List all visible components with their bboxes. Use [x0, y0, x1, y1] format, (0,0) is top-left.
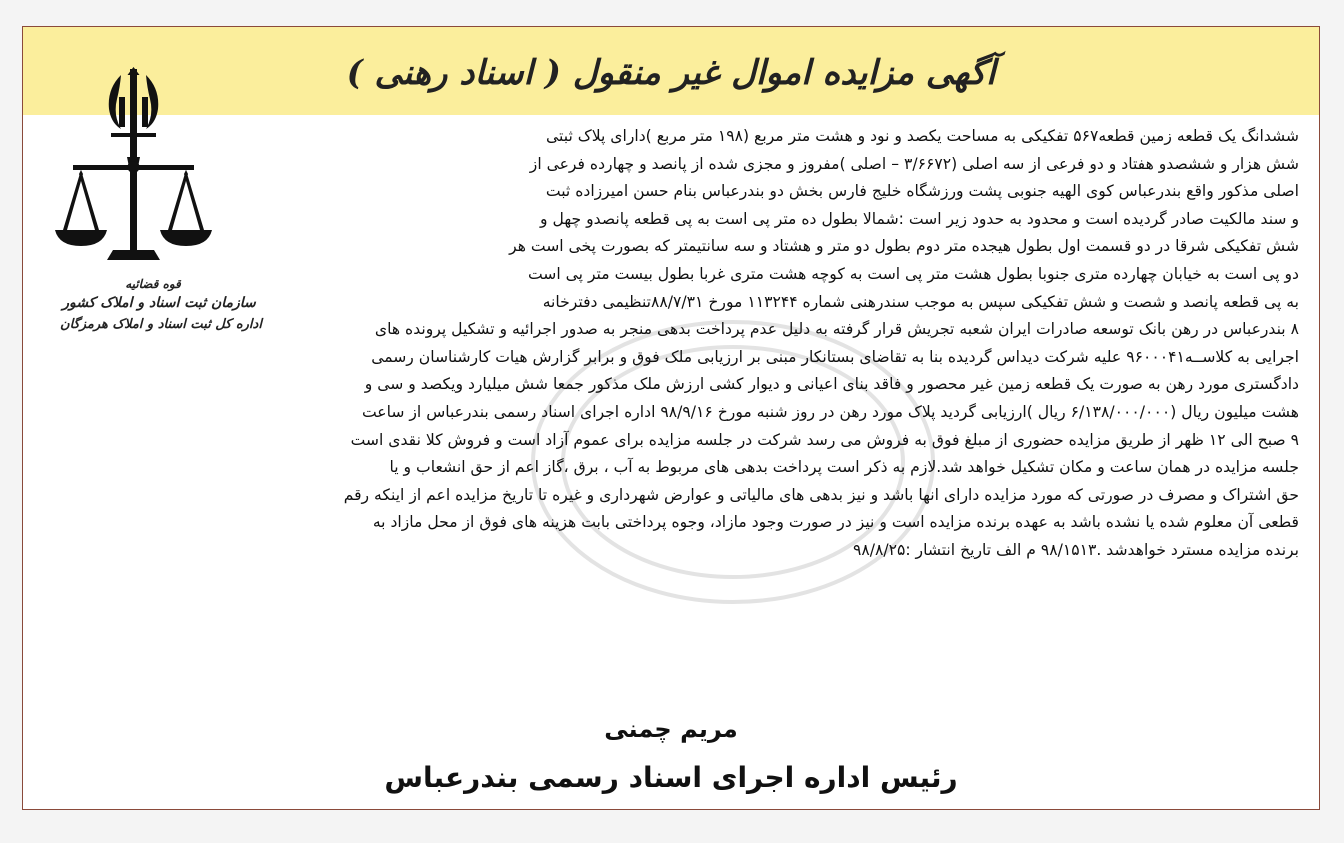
- body-line: ششدانگ یک قطعه زمین قطعه۵۶۷ تفکیکی به مساحت یکصد و نود و هشت متر مربع (۱۹۸ متر مربع )دارای پلاک ثبتی: [546, 127, 1299, 145]
- body-line: جلسه مزایده در همان ساعت و مکان تشکیل خواهد شد.لازم به ذکر است پرداخت بدهی های مربوط به آب ، برق ،گاز اعم از حق انشعاب و یا: [389, 458, 1299, 477]
- signatory-title: رئیس اداره اجرای اسناد رسمی بندرعباس: [384, 761, 958, 794]
- body-line: حق اشتراک و مصرف در صورتی که مورد مزایده دارای انها باشد و نیز بدهی های مالیاتی و عوارض شهرداری و غیره تا تاریخ مزایده اعم از اینکه رقم: [343, 485, 1299, 504]
- notice-body: [43, 123, 1299, 565]
- body-line: هشت میلیون ریال (۶/۱۳۸/۰۰۰/۰۰۰ ریال )ارزیابی گردید پلاک مورد رهن در روز شنبه مورخ ۹۸/۹/۱۶ اداره اجرای اسناد رسمی بندرعباس از ساعت: [361, 402, 1299, 421]
- body-line: و سند مالکیت صادر گردیده است و محدود به حدود زیر است :شمالا بطول ده متر پی است به پی قطعه پانصدو چهل و: [540, 209, 1299, 228]
- body-line: برنده مزایده مسترد خواهدشد .۹۸/۱۵۱۳ م الف تاریخ انتشار :۹۸/۸/۲۵: [852, 540, 1299, 559]
- signatory-name: مریم چمنی: [604, 715, 738, 743]
- body-line: به پی قطعه پانصد و شصت و شش تفکیکی سپس به موجب سندرهنی شماره ۱۱۳۲۴۴ مورخ ۸۸/۷/۳۱تنظیمی دفترخانه: [542, 292, 1299, 311]
- body-line: شش تفکیکی شرقا در دو قسمت اول بطول هیجده متر دوم بطول دو متر و هشتاد و سه سانتیمتر که بصورت پخی است هر: [509, 237, 1299, 256]
- notice-title: آگهی مزایده اموال غیر منقول ( اسناد رهنی ): [346, 53, 996, 93]
- body-line: ۹ صبح الی ۱۲ ظهر از طریق مزایده حضوری از مبلغ فوق به فروش می رسد شرکت در جلسه مزایده برای عموم آزاد است و فروش کلا نقدی است: [350, 430, 1299, 449]
- emblem-caption-department: اداره کل ثبت اسناد و املاک هرمزگان: [60, 317, 262, 332]
- body-line: دو پی است به خیابان چهارده متری جنوبا بطول هشت متر پی است به کوچه هشت متری غربا بطول بیست متر پی است: [527, 264, 1299, 283]
- body-line: شش هزار و ششصدو هفتاد و دو فرعی از سه اصلی (۳/۶۶۷۲ – اصلی )مفروز و مجزی شده از پانصد و چهارده فرعی از: [529, 154, 1299, 173]
- body-line: قطعی آن معلوم شده یا نشده باشد به عهده برنده مزایده است و نیز در صورت وجود مازاد، وجوه پرداختی بابت هزینه های فوق از محل مازاد به: [372, 513, 1299, 532]
- body-line: دادگستری مورد رهن به صورت یک قطعه زمین غیر محصور و فاقد بنای اعیانی و دیوار کشی ارزش ملک مذکور جمعا شش میلیارد ویکصد و سی و: [364, 375, 1299, 394]
- notice-page: [22, 26, 1320, 810]
- body-line: اجرایی به کلاســه۹۶۰۰۰۴۱ علیه شرکت دیداس گردیده بنا به تقاضای بستانکار مبنی بر ارزیابی ملک فوق و برابر گزارش هیات کارشناسان رسمی: [371, 347, 1299, 366]
- emblem-caption-organization: سازمان ثبت اسناد و املاک کشور: [62, 295, 256, 311]
- body-line: ۸ بندرعباس در رهن بانک توسعه صادرات ایران شعبه تجریش قرار گرفته به دلیل عدم پرداخت بدهی منجر به صدور اجرائیه و تشکیل پرونده های: [374, 320, 1299, 339]
- body-line: اصلی مذکور واقع بندرعباس کوی الهیه جنوبی پشت ورزشگاه خلیج فارس بخش دو بندرعباس بنام حسن امیرزاده ثبت: [545, 182, 1299, 201]
- emblem-caption-judiciary: قوه قضائیه: [125, 277, 181, 291]
